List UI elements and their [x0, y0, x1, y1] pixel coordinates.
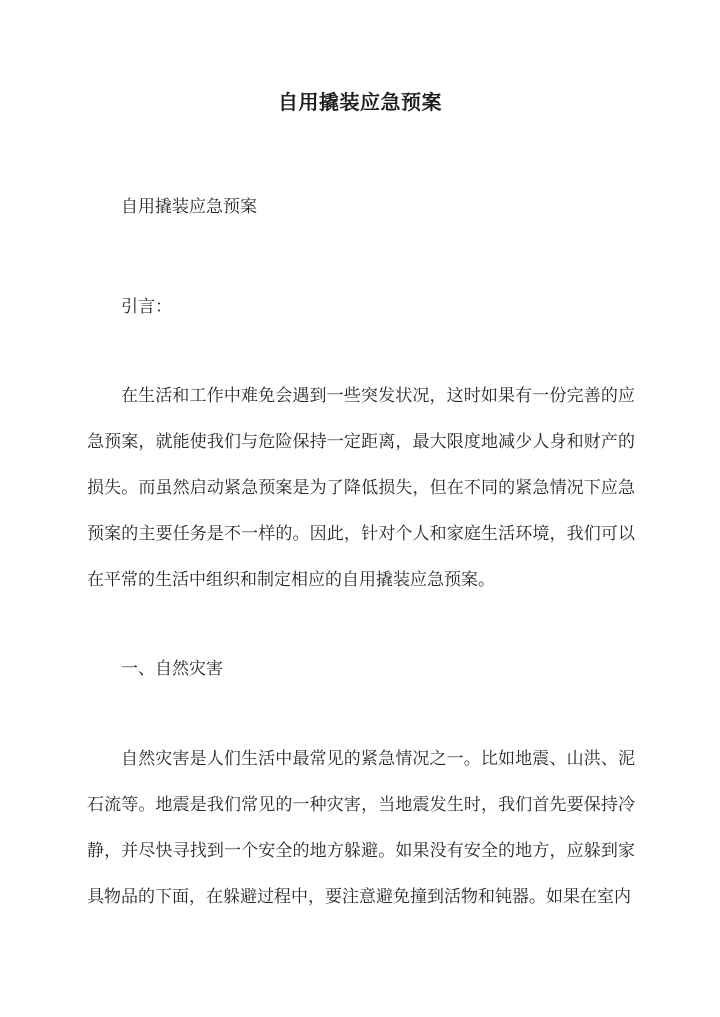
document-title: 自用撬装应急预案 [278, 90, 442, 114]
natural-disasters-body-paragraph: 自然灾害是人们生活中最常见的紧急情况之一。比如地震、山洪、泥石流等。地震是我们常见的一种灾害，当地震发生时，我们首先要保持冷静，并尽快寻找到一个安全的地方躲避。如果没有安全的地方，应躲到家具物品的下面，在躲避过程中，要注意避免撞到活物和钝器。如果在室内 [87, 749, 635, 907]
intro-heading-paragraph: 引言： [121, 297, 172, 317]
intro-body-paragraph: 在生活和工作中难免会遇到一些突发状况，这时如果有一份完善的应急预案，就能使我们与危险保持一定距离，最大限度地减少人身和财产的损失。而虽然启动紧急预案是为了降低损失，但在不同的紧急情况下应急预案的主要任务是不一样的。因此，针对个人和家庭生活环境，我们可以在平常的生活中组织和制定相应的自用撬装应急预案。 [87, 386, 635, 590]
section-heading-natural-disasters: 一、自然灾害 [121, 659, 223, 679]
document-subtitle-paragraph: 自用撬装应急预案 [121, 197, 257, 217]
